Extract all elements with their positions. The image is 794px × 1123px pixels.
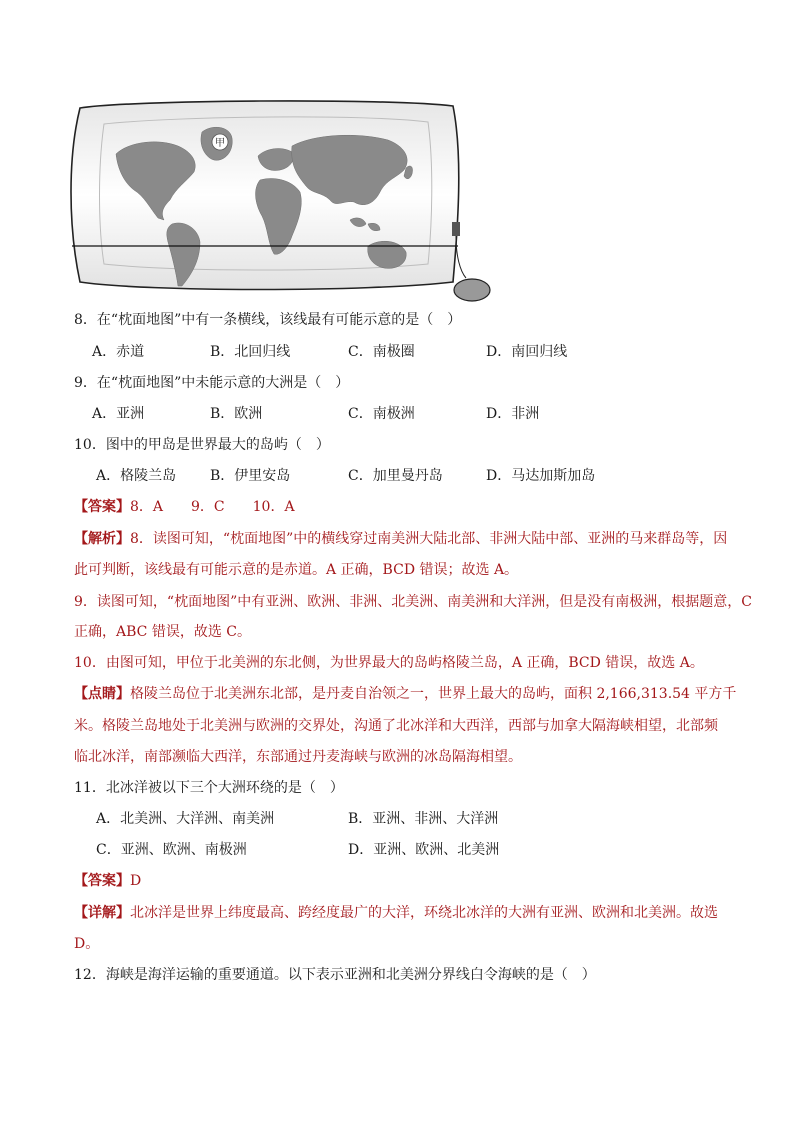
- detail-line-1: [74, 903, 718, 923]
- q10-option-d: D．马达加斯加岛: [486, 468, 596, 484]
- q9-option-a: A．亚洲: [92, 406, 145, 422]
- answer-tag: 【答案】: [74, 499, 130, 515]
- q10-option-a: A．格陵兰岛: [96, 468, 177, 484]
- comment-line-2: 米。格陵兰岛地处于北美洲与欧洲的交界处，沟通了北冰洋和大西洋，西部与加拿大隔海峡相望，北部频: [74, 718, 718, 734]
- q8-option-d: D．南回归线: [486, 344, 568, 360]
- answer-block-2: [74, 871, 141, 891]
- q12-stem: 12．海峡是海洋运输的重要通道。以下表示亚洲和北美洲分界线白令海峡的是（ ）: [74, 967, 596, 983]
- detail-tag: 【详解】: [74, 905, 130, 921]
- q11-stem: 11．北冰洋被以下三个大洲环绕的是（ ）: [74, 780, 344, 796]
- analysis-line-5: 10．由图可知，甲位于北美洲的东北侧，为世界最大的岛屿格陵兰岛，A 正确，BCD 错误，故选 A。: [74, 655, 704, 671]
- q10-option-c: C．加里曼丹岛: [348, 468, 443, 484]
- detail-text-1: 北冰洋是世界上纬度最高、跨经度最广的大洋，环绕北冰洋的大洲有亚洲、欧洲和北美洲。故选: [130, 905, 718, 921]
- q8-option-b: B．北回归线: [210, 344, 291, 360]
- comment-tag: 【点睛】: [74, 686, 130, 702]
- q10-option-b: B．伊里安岛: [210, 468, 291, 484]
- answer-text-2: D: [130, 873, 142, 889]
- q11-option-a: A．北美洲、大洋洲、南美洲: [96, 811, 275, 827]
- island-label: 甲: [215, 138, 225, 149]
- analysis-line-4: 正确，ABC 错误，故选 C。: [74, 624, 251, 640]
- q9-option-d: D．非洲: [486, 406, 540, 422]
- analysis-line-3: 9．读图可知，“枕面地图”中有亚洲、欧洲、非洲、北美洲、南美洲和大洋洲，但是没有南极洲，根据题意，C: [74, 594, 752, 610]
- analysis-tag: 【解析】: [74, 531, 130, 547]
- q9-option-b: B．欧洲: [210, 406, 263, 422]
- answer-tag-2: 【答案】: [74, 873, 130, 889]
- q11-option-c: C．亚洲、欧洲、南极洲: [96, 842, 247, 858]
- answer-text: 8．A 9．C 10．A: [130, 499, 295, 515]
- analysis-text-1: 8．读图可知，“枕面地图”中的横线穿过南美洲大陆北部、非洲大陆中部、亚洲的马来群岛等，因: [130, 531, 728, 547]
- q9-stem: 9．在“枕面地图”中未能示意的大洲是（ ）: [74, 375, 350, 391]
- q8-option-a: A．赤道: [92, 344, 145, 360]
- q9-option-c: C．南极洲: [348, 406, 415, 422]
- q11-option-d: D．亚洲、欧洲、北美洲: [348, 842, 500, 858]
- q11-option-b: B．亚洲、非洲、大洋洲: [348, 811, 499, 827]
- detail-line-2: D。: [74, 936, 100, 952]
- comment-text-1: 格陵兰岛位于北美洲东北部，是丹麦自治领之一，世界上最大的岛屿，面积 2,166,313.54 平方千: [130, 686, 737, 702]
- tag-disc: [454, 279, 490, 301]
- analysis-line-1: [74, 529, 727, 549]
- tag-string: [456, 236, 466, 278]
- q8-option-c: C．南极圈: [348, 344, 415, 360]
- q10-stem: 10．图中的甲岛是世界最大的岛屿（ ）: [74, 437, 330, 453]
- pillow-map-figure: [68, 96, 498, 308]
- answer-block-1: [74, 497, 295, 517]
- analysis-line-2: 此可判断，该线最有可能示意的是赤道。A 正确，BCD 错误；故选 A。: [74, 562, 519, 578]
- pillow-map-illustration: [68, 96, 498, 308]
- pillow-tag: [452, 222, 460, 236]
- q8-stem: 8．在“枕面地图”中有一条横线，该线最有可能示意的是（ ）: [74, 312, 462, 328]
- comment-line-3: 临北冰洋，南部濒临大西洋，东部通过丹麦海峡与欧洲的冰岛隔海相望。: [74, 749, 522, 765]
- comment-line-1: [74, 684, 736, 704]
